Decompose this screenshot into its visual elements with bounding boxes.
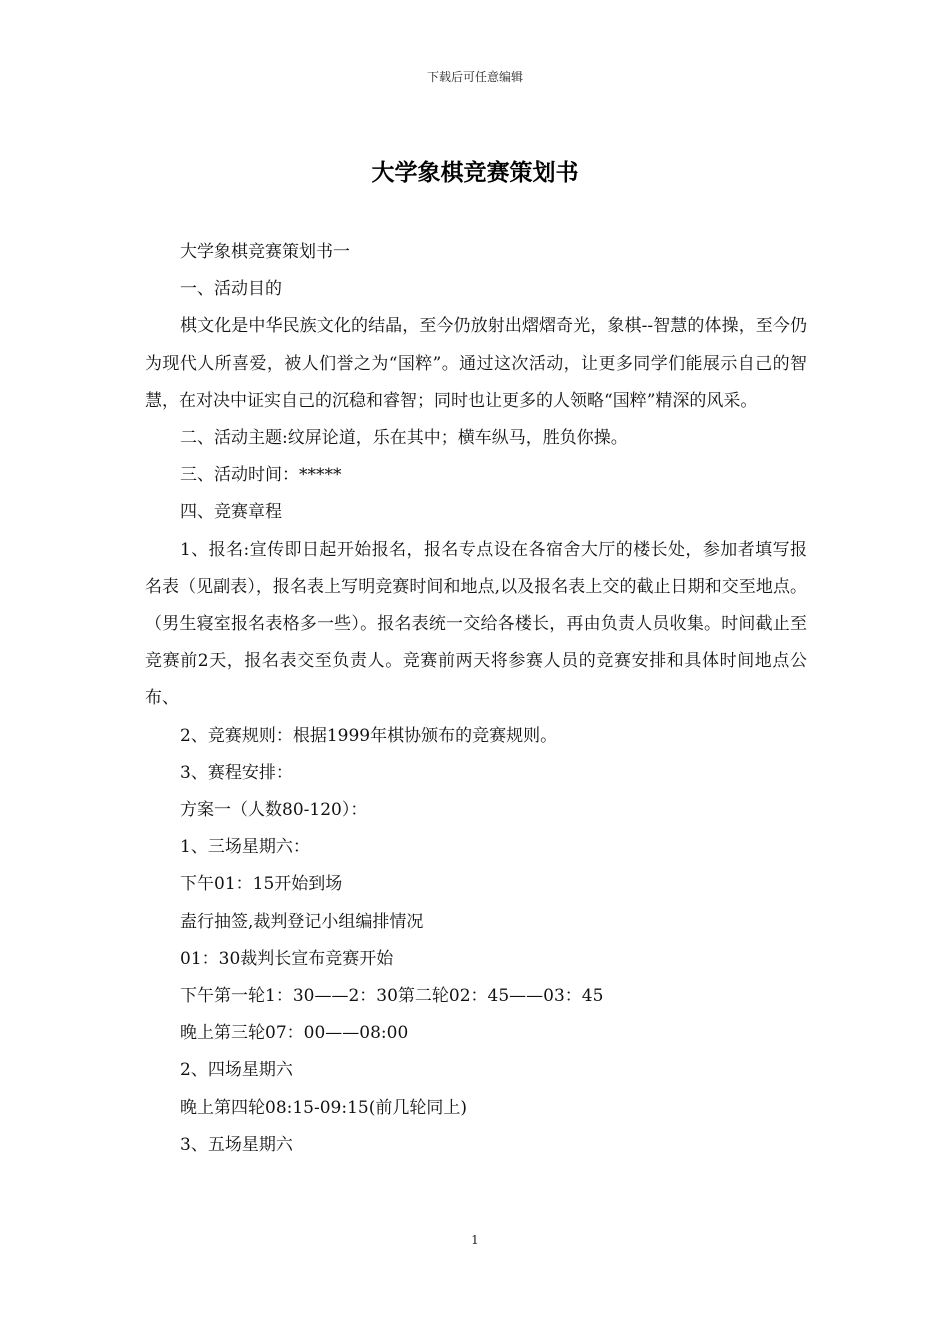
paragraph: 2、竞赛规则：根据1999年棋协颁布的竞赛规则。 [180, 725, 558, 746]
paragraph: 1、报名:宣传即日起开始报名，报名专点设在各宿舍大厅的楼长处，参加者填写报名表（见副表），报名表上写明竞赛时间和地点,以及报名表上交的截止日期和交至地点。（男生寝室报名表格多一些）。报名表统一交给各楼长，再由负责人员收集。时间截止至竞赛前2天，报名表交至负责人。竞赛前两天将参赛人员的竞赛安排和具体时间地点公布、 [145, 539, 807, 709]
paragraph: 1、三场星期六： [180, 837, 310, 858]
paragraph: 大学象棋竞赛策划书一 [180, 242, 350, 262]
paragraph: 棋文化是中华民族文化的结晶，至今仍放射出熠熠奇光，象棋--智慧的体操，至今仍为现代人所喜爱，被人们誉之为“国粹”。通过这次活动，让更多同学们能展示自己的智慧，在对决中证实自己的沉稳和睿智；同时也让更多的人领略“国粹”精深的风采。 [145, 316, 807, 411]
paragraph: 盍行抽签,裁判登记小组编排情况 [180, 911, 424, 932]
page-header-note: 下载后可任意编辑 [426, 70, 523, 84]
paragraph: 方案一（人数80-120）： [180, 800, 368, 821]
page-number: 1 [471, 1233, 479, 1247]
paragraph: 3、五场星期六 [180, 1134, 293, 1155]
document-body [145, 234, 807, 1164]
paragraph: 2、四场星期六 [180, 1060, 293, 1081]
paragraph: 下午01：15开始到场 [180, 874, 343, 895]
section-heading: 一、活动目的 [180, 279, 282, 300]
paragraph: 下午第一轮1：30——2：30第二轮02：45——03：45 [180, 986, 604, 1007]
paragraph: 01：30裁判长宣布竞赛开始 [180, 948, 394, 969]
section-heading: 三、活动时间：***** [180, 465, 342, 486]
section-heading: 二、活动主题:纹屏论道，乐在其中；横车纵马，胜负你操。 [180, 428, 628, 449]
paragraph: 晚上第三轮07：00——08:00 [180, 1023, 409, 1044]
section-heading: 四、竞赛章程 [180, 502, 282, 523]
document-title: 大学象棋竞赛策划书 [371, 160, 579, 186]
paragraph: 3、赛程安排： [180, 762, 293, 783]
paragraph: 晚上第四轮08:15-09:15(前几轮同上) [180, 1097, 467, 1118]
